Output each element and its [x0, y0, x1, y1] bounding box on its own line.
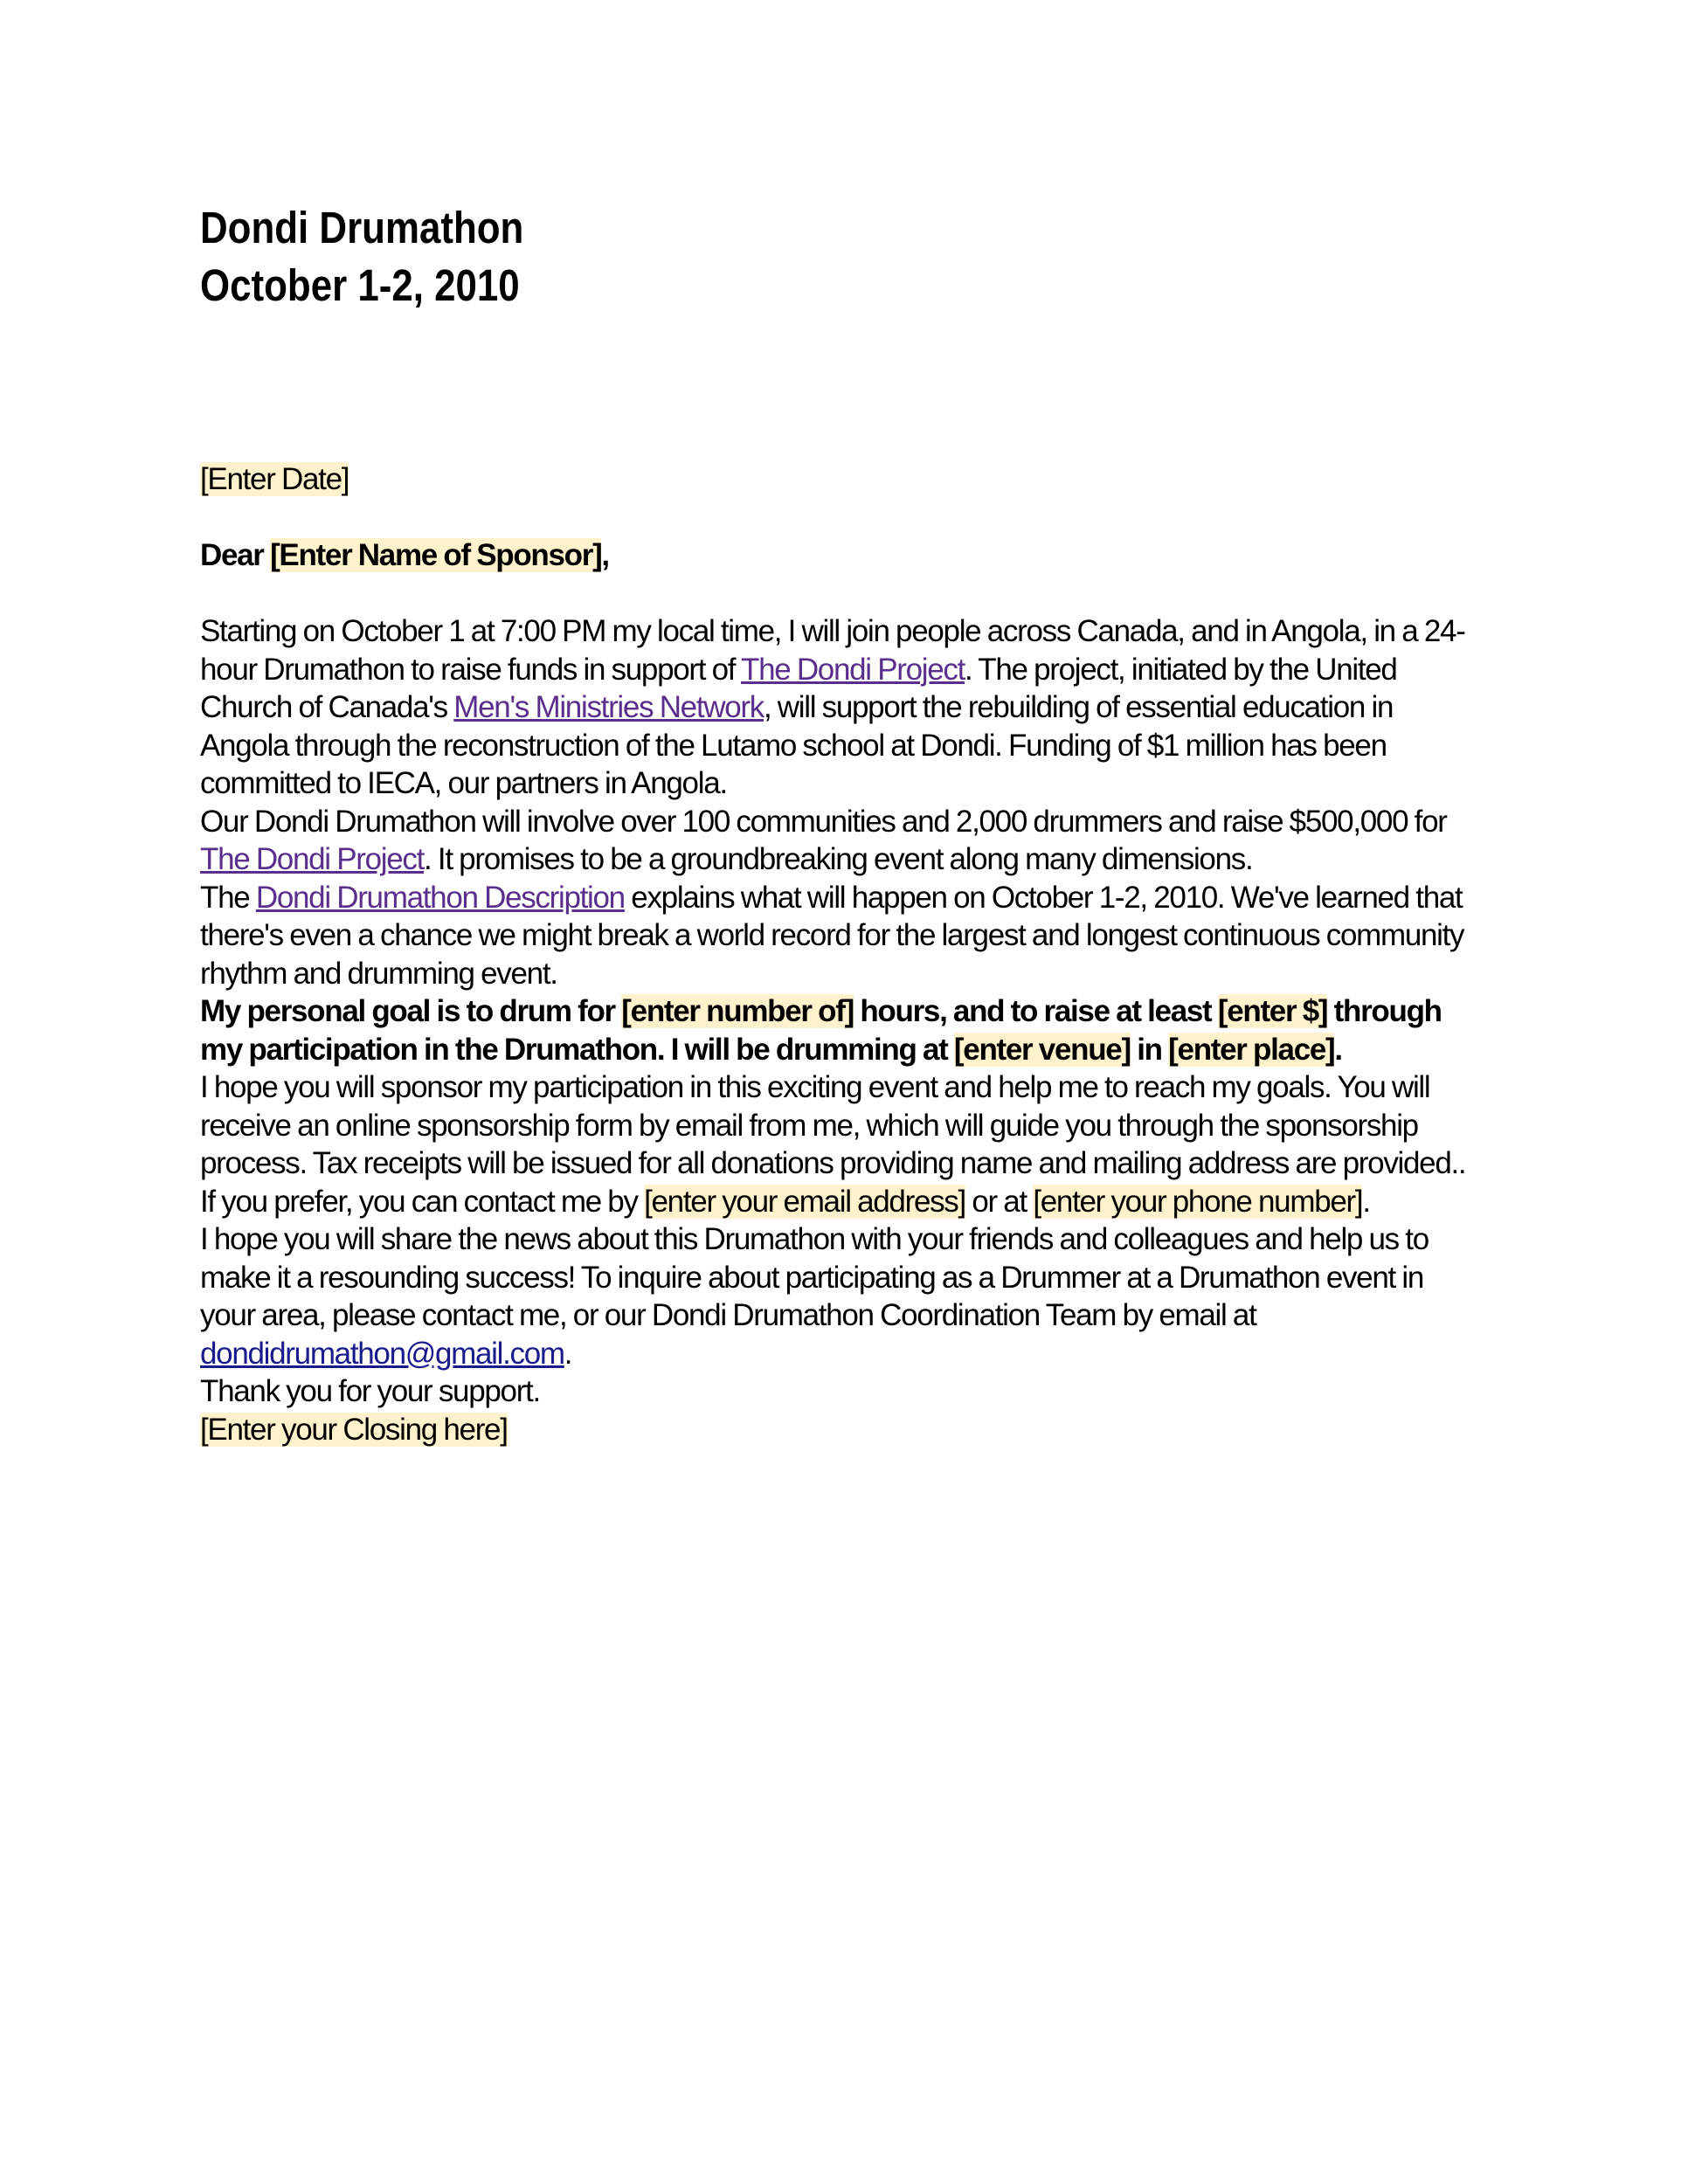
dondi-project-link[interactable]: The Dondi Project: [741, 652, 965, 687]
dondi-project-link-2[interactable]: The Dondi Project: [200, 842, 425, 876]
document-title: Dondi Drumathon: [200, 203, 524, 252]
paragraph-intro: [200, 612, 1484, 803]
description-text-1: The: [200, 880, 256, 915]
contact-text-1: If you prefer, you can contact me by: [200, 1184, 645, 1219]
hours-placeholder[interactable]: [enter number of]: [621, 994, 854, 1028]
paragraph-share: [200, 1220, 1484, 1372]
letter-body: [200, 460, 1484, 1448]
goal-text-5: .: [1334, 1032, 1342, 1067]
paragraph-contact: [200, 1183, 1484, 1221]
date-line: [200, 460, 1484, 499]
goal-text-4: in: [1130, 1032, 1169, 1067]
date-placeholder[interactable]: [Enter Date]: [200, 462, 349, 496]
amount-placeholder[interactable]: [enter $]: [1217, 994, 1328, 1028]
contact-text-2: or at: [965, 1184, 1034, 1219]
phone-placeholder[interactable]: [enter your phone number]: [1033, 1184, 1363, 1219]
document-header: [200, 199, 1511, 314]
salutation: [200, 536, 1484, 575]
goal-text-2: hours, and to raise at least: [853, 994, 1218, 1028]
coordination-email-link[interactable]: dondidrumathon@gmail.com: [200, 1336, 564, 1371]
mens-ministries-link[interactable]: Men's Ministries Network: [453, 690, 764, 724]
sponsor-name-placeholder[interactable]: [Enter Name of Sponsor]: [270, 538, 602, 572]
paragraph-personal-goal: [200, 992, 1484, 1068]
sponsorship-text: I hope you will sponsor my participation in this exciting event and help me to reach my goals. You will receive an online sponsorship form by email from me, which will guide you through the sponsorship process. Tax receipts will be issued for all donations providing name and mailing address are provided..: [200, 1070, 1466, 1180]
email-placeholder[interactable]: [enter your email address]: [644, 1184, 965, 1219]
description-text-2: explains what will happen on October 1-2, 2010. We've learned that there's even a chance we might break a world record for the largest and longest continuous community rhythm and drumming event.: [200, 880, 1464, 991]
contact-text-3: .: [1362, 1184, 1370, 1219]
goal-text-3: through my participation in the Drumathon. I will be drumming at: [200, 994, 1442, 1067]
intro-text-1: Starting on October 1 at 7:00 PM my local time, I will join people across Canada, and in Angola, in a 24-hour Drumathon to raise funds in support of: [200, 614, 1465, 687]
closing-placeholder[interactable]: [Enter your Closing here]: [200, 1412, 508, 1447]
event-dates: October 1-2, 2010: [200, 260, 520, 310]
share-text-1: I hope you will share the news about this Drumathon with your friends and colleagues and help us to make it a resounding success! To inquire about participating as a Drummer at a Drumathon event in your area, please contact me, or our Dondi Drumathon Coordination Team by email at: [200, 1222, 1429, 1332]
paragraph-description: [200, 879, 1484, 993]
paragraph-sponsorship: [200, 1068, 1484, 1183]
intro-text-3: , will support the rebuilding of essential education in Angola through the reconstruction of the Lutamo school at Dondi. Funding of $1 million has been committed to IECA, our partners in Angola.: [200, 690, 1394, 800]
communities-text-2: . It promises to be a groundbreaking event along many dimensions.: [424, 842, 1253, 876]
communities-text-1: Our Dondi Drumathon will involve over 100 communities and 2,000 drummers and raise $500,000 for: [200, 804, 1447, 839]
closing-line: [200, 1411, 1484, 1449]
goal-text-1: My personal goal is to drum for: [200, 994, 622, 1028]
thanks-line: Thank you for your support.: [200, 1374, 540, 1408]
venue-placeholder[interactable]: [enter venue]: [953, 1032, 1131, 1067]
salutation-suffix: ,: [601, 538, 609, 572]
intro-text-2: . The project, initiated by the United Church of Canada's: [200, 652, 1397, 724]
drumathon-description-link[interactable]: Dondi Drumathon Description: [255, 880, 625, 915]
share-text-2: .: [564, 1336, 572, 1371]
place-placeholder[interactable]: [enter place]: [1168, 1032, 1335, 1067]
salutation-prefix: Dear: [200, 538, 271, 572]
paragraph-communities: [200, 803, 1484, 879]
